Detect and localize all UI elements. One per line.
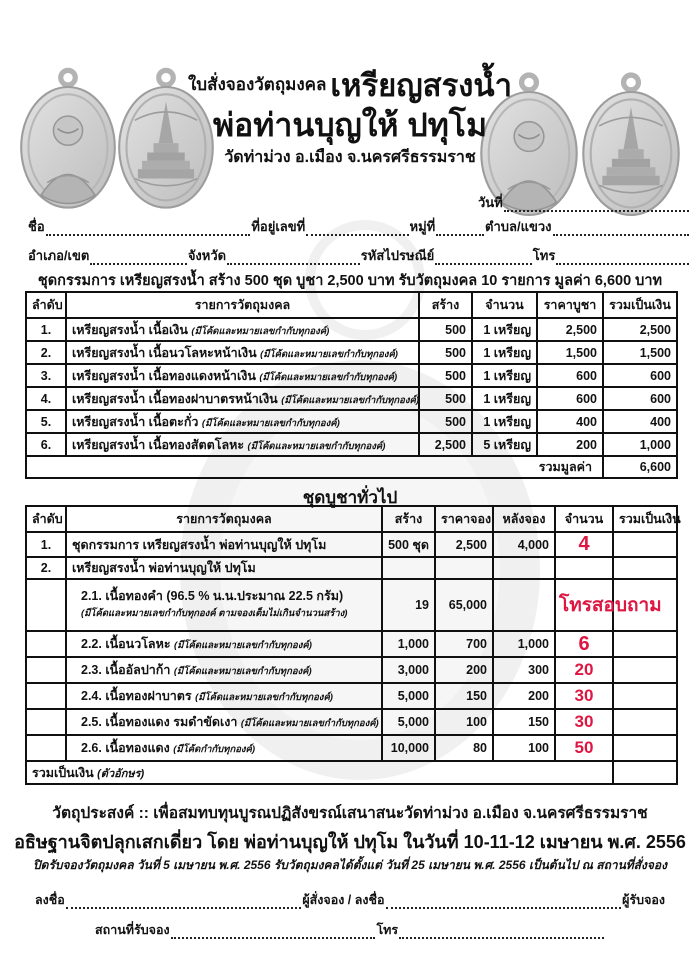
phone-label: โทร xyxy=(532,248,556,263)
grand-total-row xyxy=(26,761,677,784)
row-no: 1. xyxy=(26,318,66,341)
grand-total-label-cell xyxy=(26,761,613,784)
handwritten-qty: 50 xyxy=(555,735,613,761)
col-ladab: ลำดับ xyxy=(26,292,66,318)
row-desc xyxy=(66,579,382,631)
row-desc xyxy=(66,631,382,657)
item-name: เหรียญสรงน้ำ เนื้อทองแดงหน้าเงิน xyxy=(72,368,256,383)
item-name: เหรียญสรงน้ำ เนื้อทองฝาบาตรหน้าเงิน xyxy=(72,391,278,406)
row-no xyxy=(26,683,66,709)
page-title xyxy=(160,70,540,103)
row-amount xyxy=(613,657,677,683)
row-made: 500 xyxy=(419,341,472,364)
row-desc xyxy=(66,709,382,735)
row-qty: 1 เหรียญ xyxy=(472,318,537,341)
row-qty: 1 เหรียญ xyxy=(472,387,537,410)
orderer-sign-line xyxy=(66,895,302,909)
row-qty: 5 เหรียญ xyxy=(472,433,537,456)
row-post-price: 4,000 xyxy=(493,532,555,557)
address-fill-line xyxy=(306,222,408,236)
address-label: ที่อยู่เลขที่ xyxy=(251,219,306,234)
table-row xyxy=(26,709,677,735)
row-made: 10,000 xyxy=(382,735,435,761)
row-made: 1,000 xyxy=(382,631,435,657)
col-items: รายการวัตถุมงคล xyxy=(66,506,382,532)
row-post-price: 100 xyxy=(493,735,555,761)
table-row xyxy=(26,557,677,579)
row-no: 1. xyxy=(26,532,66,557)
row-amount: 2,500 xyxy=(603,318,677,341)
item-name: เหรียญสรงน้ำ เนื้อทองสัตตโลหะ xyxy=(72,437,245,452)
item-name: 2.6. เนื้อทองแดง xyxy=(81,741,170,755)
col-price: ราคาบูชา xyxy=(537,292,603,318)
total-value: 6,600 xyxy=(603,456,677,478)
general-set-title: ชุดบูชาทั่วไป xyxy=(302,488,398,507)
table-row xyxy=(26,433,677,456)
sig-phone-label: โทร xyxy=(376,923,399,937)
col-qty: จำนวน xyxy=(555,506,613,532)
row-qty: 1 เหรียญ xyxy=(472,341,537,364)
committee-set-table xyxy=(25,291,678,479)
amulet-front-icon xyxy=(16,66,120,212)
table-row xyxy=(26,657,677,683)
col-made: สร้าง xyxy=(419,292,472,318)
table-row xyxy=(26,532,677,557)
phone-fill-line xyxy=(556,251,689,265)
row-pre-price: 200 xyxy=(435,657,493,683)
handwritten-qty: 6 xyxy=(555,631,613,657)
row-made: 500 xyxy=(419,318,472,341)
col-postorder-price: หลังจอง xyxy=(493,506,555,532)
row-price: 600 xyxy=(537,387,603,410)
date-label: วันที่ xyxy=(478,195,503,210)
item-name: ชุดกรรมการ เหรียญสรงน้ำ พ่อท่านบุญให้ ปทุโม xyxy=(66,532,382,557)
receiver-sign-line xyxy=(386,895,622,909)
row-post-price: 150 xyxy=(493,709,555,735)
row-pre-price: 100 xyxy=(435,709,493,735)
table-header-row xyxy=(26,292,677,318)
province-label: จังหวัด xyxy=(187,248,227,263)
row-pre-price: 700 xyxy=(435,631,493,657)
item-note: (มีโค้ดและหมายเลขกำกับทุกองค์) xyxy=(247,440,386,452)
row-price: 200 xyxy=(537,433,603,456)
row-made: 19 xyxy=(382,579,435,631)
item-note: (มีโค้ดและหมายเลขกำกับทุกองค์) xyxy=(191,325,330,337)
item-name: 2.1. เนื้อทองคำ (96.5 % น.น.ประมาณ 22.5 กรัม) xyxy=(81,589,344,604)
row-amount xyxy=(613,532,677,557)
row-amount xyxy=(613,557,677,579)
handwritten-qty: 4 xyxy=(555,532,613,557)
row-amount: 600 xyxy=(603,364,677,387)
signature-line xyxy=(35,890,665,910)
col-preorder-price: ราคาจอง xyxy=(435,506,493,532)
row-pre-price: 80 xyxy=(435,735,493,761)
row-no xyxy=(26,709,66,735)
row-made xyxy=(382,557,435,579)
row-amount: 1,000 xyxy=(603,433,677,456)
receiver-label: ผู้รับจอง xyxy=(622,893,666,907)
sig-phone-fill-line xyxy=(399,925,604,939)
row-price: 1,500 xyxy=(537,341,603,364)
general-order-table xyxy=(25,505,681,785)
temple-address: วัดท่าม่วง อ.เมือง จ.นครศรีธรรมราช xyxy=(224,149,476,167)
row-qty xyxy=(555,557,613,579)
row-desc xyxy=(66,387,419,410)
col-amount: รวมเป็นเงิน xyxy=(603,292,677,318)
customer-line-2 xyxy=(28,245,690,266)
row-desc xyxy=(66,341,419,364)
item-note: (มีโค้ดและหมายเลขกำกับทุกองค์) xyxy=(201,417,340,429)
row-desc xyxy=(66,735,382,761)
postcode-fill-line xyxy=(435,251,532,265)
row-made: 5,000 xyxy=(382,709,435,735)
date-line xyxy=(478,192,690,213)
table-row xyxy=(26,410,677,433)
table-row xyxy=(26,341,677,364)
row-desc xyxy=(66,364,419,387)
row-no xyxy=(26,657,66,683)
table-row xyxy=(26,631,677,657)
row-made: 500 xyxy=(419,364,472,387)
table-row xyxy=(26,683,677,709)
subtitle-monk-name: พ่อท่านบุญให้ ปทุโม xyxy=(212,106,488,143)
item-note: (มีโค้ดและหมายเลขกำกับทุกองค์) xyxy=(174,640,312,651)
moo-label: หมู่ที่ xyxy=(409,219,436,234)
handwritten-qty: 30 xyxy=(555,683,613,709)
date-fill-line xyxy=(504,198,689,212)
row-pre-price: 65,000 xyxy=(435,579,493,631)
row-no: 5. xyxy=(26,410,66,433)
main-title: เหรียญสรงน้ำ xyxy=(330,68,512,103)
item-name: เหรียญสรงน้ำ พ่อท่านบุญให้ ปทุโม xyxy=(66,557,382,579)
table-row xyxy=(26,318,677,341)
table-row xyxy=(26,364,677,387)
row-price: 600 xyxy=(537,364,603,387)
item-name: 2.5. เนื้อทองแดง รมดำขัดเงา xyxy=(81,715,238,729)
col-qty: จำนวน xyxy=(472,292,537,318)
grand-total-note: (ตัวอักษร) xyxy=(97,767,145,780)
row-no: 3. xyxy=(26,364,66,387)
row-no: 4. xyxy=(26,387,66,410)
row-amount xyxy=(613,683,677,709)
place-fill-line xyxy=(171,925,376,939)
item-note: (มีโค้ดและหมายเลขกำกับทุกองค์) xyxy=(195,692,333,703)
item-name: เหรียญสรงน้ำ เนื้อตะกั่ว xyxy=(72,414,199,429)
blessing-line: อธิษฐานจิตปลุกเสกเดี่ยว โดย พ่อท่านบุญให้ ปทุโม ในวันที่ 10-11-12 เมษายน พ.ศ. 2556 xyxy=(14,832,686,852)
row-pre-price: 150 xyxy=(435,683,493,709)
row-no: 6. xyxy=(26,433,66,456)
item-note: (มีโค้ดและหมายเลขกำกับทุกองค์) xyxy=(173,666,312,677)
sign-label: ลงชื่อ xyxy=(35,893,65,907)
province-fill-line xyxy=(227,251,360,265)
row-post-price xyxy=(493,579,555,631)
item-note: (มีโค้ดและหมายเลขกำกับทุกองค์) xyxy=(281,394,420,406)
tambon-label: ตำบล/แขวง xyxy=(485,219,552,234)
row-amount xyxy=(613,735,677,761)
table-row xyxy=(26,579,677,631)
grand-total-value xyxy=(613,761,677,784)
row-post-price xyxy=(493,557,555,579)
table-row xyxy=(26,387,677,410)
name-label: ชื่อ xyxy=(28,219,45,234)
tambon-fill-line xyxy=(553,222,689,236)
item-name: เหรียญสรงน้ำ เนื้อเงิน xyxy=(72,322,188,337)
row-pre-price xyxy=(435,557,493,579)
item-name: เหรียญสรงน้ำ เนื้อนวโลหะหน้าเงิน xyxy=(72,345,257,360)
form-title-block xyxy=(160,70,540,167)
pre-title: ใบสั่งจองวัตถุมงคล xyxy=(188,75,327,94)
row-post-price: 1,000 xyxy=(493,631,555,657)
total-label: รวมมูลค่า xyxy=(26,456,603,478)
row-post-price: 300 xyxy=(493,657,555,683)
row-no xyxy=(26,631,66,657)
row-price: 400 xyxy=(537,410,603,433)
row-desc xyxy=(66,683,382,709)
row-amount: 400 xyxy=(603,410,677,433)
row-price: 2,500 xyxy=(537,318,603,341)
item-name: 2.3. เนื้ออัลปาก้า xyxy=(81,663,171,677)
row-made: 500 ชุด xyxy=(382,532,435,557)
committee-set-caption: ชุดกรรมการ เหรียญสรงน้ำ สร้าง 500 ชุด บูชา 2,500 บาท รับวัตถุมงคล 10 รายการ มูลค่า 6,600 บาท xyxy=(37,273,663,289)
row-qty xyxy=(555,579,662,631)
col-amount: รวมเป็นเงิน xyxy=(613,506,677,532)
row-made: 2,500 xyxy=(419,433,472,456)
item-note: (มีโค้ดกำกับทุกองค์) xyxy=(173,744,256,755)
row-no xyxy=(26,579,66,631)
col-ladab: ลำดับ xyxy=(26,506,66,532)
row-qty: 1 เหรียญ xyxy=(472,410,537,433)
receive-place-line xyxy=(95,920,605,940)
row-made: 500 xyxy=(419,410,472,433)
row-post-price: 200 xyxy=(493,683,555,709)
table-header-row xyxy=(26,506,677,532)
place-label: สถานที่รับจอง xyxy=(95,923,170,937)
item-name: 2.4. เนื้อทองฝาบาตร xyxy=(81,689,192,703)
row-desc xyxy=(66,410,419,433)
amphoe-fill-line xyxy=(90,251,187,265)
amphoe-label: อำเภอ/เขต xyxy=(28,248,90,263)
row-desc xyxy=(66,318,419,341)
row-amount: 600 xyxy=(603,387,677,410)
row-no xyxy=(26,735,66,761)
row-no: 2. xyxy=(26,557,66,579)
name-fill-line xyxy=(46,222,251,236)
row-amount xyxy=(613,709,677,735)
orderer-label: ผู้สั่งจอง / ลงชื่อ xyxy=(302,893,385,907)
item-note: (มีโค้ดและหมายเลขกำกับทุกองค์) xyxy=(260,348,398,360)
row-amount xyxy=(613,631,677,657)
row-no: 2. xyxy=(26,341,66,364)
item-note: (มีโค้ดและหมายเลขกำกับทุกองค์ ตามจองเต็มไม่เกินจำนวนสร้าง) xyxy=(81,608,348,619)
handwritten-call-to-ask: โทรสอบถาม xyxy=(559,595,662,616)
handwritten-qty: 20 xyxy=(555,657,613,683)
col-items: รายการวัตถุมงคล xyxy=(66,292,419,318)
row-made: 3,000 xyxy=(382,657,435,683)
deadline-line: ปิดรับจองวัตถุมงคล วันที่ 5 เมษายน พ.ศ. 2556 รับวัตถุมงคลได้ตั้งแต่ วันที่ 25 เมษายน พ.ศ. 2556 เป็นต้นไป ณ สถานที่สั่งจอง xyxy=(33,858,667,872)
purpose-line: วัตถุประสงค์ :: เพื่อสมทบทุนบูรณปฏิสังขรณ์เสนาสนะวัดท่าม่วง อ.เมือง จ.นครศรีธรรมราช xyxy=(52,805,648,822)
handwritten-qty: 30 xyxy=(555,709,613,735)
row-desc xyxy=(66,433,419,456)
row-desc xyxy=(66,657,382,683)
total-row xyxy=(26,456,677,478)
table-row xyxy=(26,735,677,761)
row-made: 5,000 xyxy=(382,683,435,709)
grand-total-label: รวมเป็นเงิน xyxy=(32,765,94,780)
row-amount: 1,500 xyxy=(603,341,677,364)
row-qty: 1 เหรียญ xyxy=(472,364,537,387)
row-pre-price: 2,500 xyxy=(435,532,493,557)
postcode-label: รหัสไปรษณีย์ xyxy=(360,248,435,263)
item-note: (มีโค้ดและหมายเลขกำกับทุกองค์) xyxy=(259,371,398,383)
moo-fill-line xyxy=(436,222,484,236)
item-name: 2.2. เนื้อนวโลหะ xyxy=(81,637,171,651)
item-note: (มีโค้ดและหมายเลขกำกับทุกองค์) xyxy=(240,718,379,729)
col-made: สร้าง xyxy=(382,506,435,532)
customer-line-1 xyxy=(28,216,690,237)
row-made: 500 xyxy=(419,387,472,410)
